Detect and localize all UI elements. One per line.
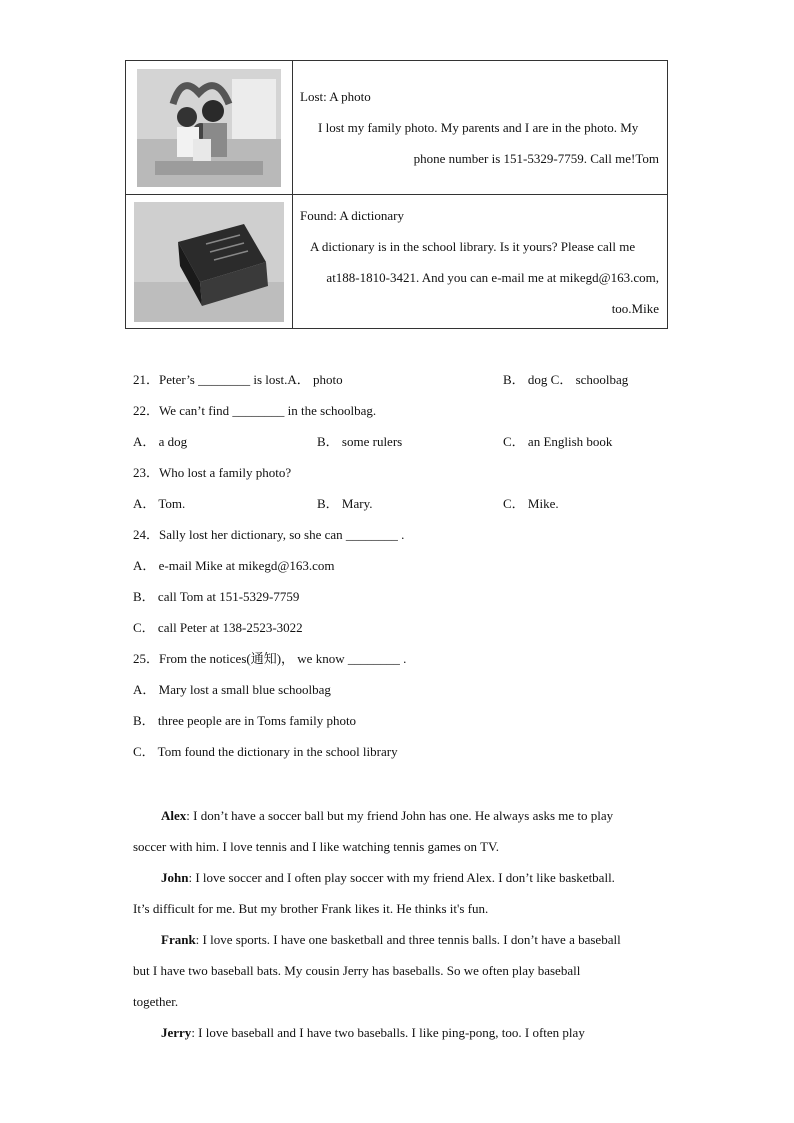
alex-text-1: : I don’t have a soccer ball but my friend John has one. He always asks me to play bbox=[186, 808, 614, 823]
notices-table bbox=[125, 60, 668, 329]
speaker-frank: Frank bbox=[161, 932, 196, 947]
reading-passage bbox=[133, 800, 663, 1048]
dictionary-image bbox=[134, 202, 284, 322]
questions-section bbox=[133, 364, 673, 767]
q23-option-a: A． Tom. bbox=[133, 496, 186, 511]
family-photo-image bbox=[137, 69, 281, 187]
q23-stem: 23．Who lost a family photo? bbox=[133, 465, 292, 480]
q22-option-b: B． some rulers bbox=[317, 434, 403, 449]
speaker-john: John bbox=[161, 870, 189, 885]
frank-line-1 bbox=[133, 924, 663, 955]
q24-stem: 24．Sally lost her dictionary, so she can ________ . bbox=[133, 527, 405, 542]
q25-option-a: A． Mary lost a small blue schoolbag bbox=[133, 682, 331, 697]
found-notice-row bbox=[126, 195, 668, 329]
question-22 bbox=[133, 395, 673, 426]
q23-option-b: B． Mary. bbox=[317, 496, 373, 511]
frank-line-3: together. bbox=[133, 994, 179, 1009]
q22-option-a: A． a dog bbox=[133, 434, 188, 449]
lost-heading: Lost: A photo bbox=[300, 89, 371, 104]
q25-option-c: C． Tom found the dictionary in the school library bbox=[133, 744, 398, 759]
found-heading: Found: A dictionary bbox=[300, 207, 404, 223]
q23-option-c: C． Mike. bbox=[503, 496, 559, 511]
q22-option-c: C． an English book bbox=[503, 434, 613, 449]
q24-option-a: A． e-mail Mike at mikegd@163.com bbox=[133, 558, 335, 573]
jerry-text-1: : I love baseball and I have two baseballs. I like ping-pong, too. I often play bbox=[191, 1025, 585, 1040]
found-body-line-3: too.Mike bbox=[611, 300, 659, 316]
john-text-1: : I love soccer and I often play soccer with my friend Alex. I don’t like basketball. bbox=[188, 870, 615, 885]
found-notice-text bbox=[293, 195, 668, 329]
question-25 bbox=[133, 643, 673, 674]
question-21 bbox=[133, 364, 673, 395]
q25-stem: 25．From the notices(通知)， we know ________ . bbox=[133, 651, 407, 666]
q24-option-b: B． call Tom at 151-5329-7759 bbox=[133, 589, 300, 604]
lost-body-line-1: I lost my family photo. My parents and I are in the photo. My bbox=[318, 120, 639, 135]
found-photo-cell bbox=[126, 195, 293, 329]
q21-stem: 21．Peter’s ________ is lost.A． photo bbox=[133, 372, 343, 387]
frank-text-1: : I love sports. I have one basketball and three tennis balls. I don’t have a baseball bbox=[195, 932, 621, 947]
alex-line-1 bbox=[133, 800, 663, 831]
question-22-options bbox=[133, 426, 673, 457]
q24-option-c: C． call Peter at 138-2523-3022 bbox=[133, 620, 303, 635]
jerry-line-1 bbox=[133, 1017, 663, 1048]
lost-notice-text bbox=[293, 61, 668, 195]
q25-option-b: B． three people are in Toms family photo bbox=[133, 713, 357, 728]
q22-stem: 22．We can’t find ________ in the schoolbag. bbox=[133, 403, 377, 418]
question-23 bbox=[133, 457, 673, 488]
speaker-alex: Alex bbox=[161, 808, 187, 823]
question-24 bbox=[133, 519, 673, 550]
found-body-line-2: at188-1810-3421. And you can e-mail me at mikegd@163.com, bbox=[326, 269, 659, 285]
john-line-1 bbox=[133, 862, 663, 893]
speaker-jerry: Jerry bbox=[161, 1025, 192, 1040]
question-23-options bbox=[133, 488, 673, 519]
q21-option-b-c: B． dog C． schoolbag bbox=[503, 372, 629, 387]
lost-photo-cell bbox=[126, 61, 293, 195]
lost-notice-row bbox=[126, 61, 668, 195]
alex-line-2: soccer with him. I love tennis and I like watching tennis games on TV. bbox=[133, 839, 499, 854]
john-line-2: It’s difficult for me. But my brother Frank likes it. He thinks it's fun. bbox=[133, 901, 489, 916]
lost-body-line-2: phone number is 151-5329-7759. Call me!Tom bbox=[413, 151, 659, 166]
frank-line-2: but I have two baseball bats. My cousin Jerry has baseballs. So we often play baseball bbox=[133, 963, 581, 978]
found-body-line-1: A dictionary is in the school library. Is it yours? Please call me bbox=[310, 238, 636, 254]
